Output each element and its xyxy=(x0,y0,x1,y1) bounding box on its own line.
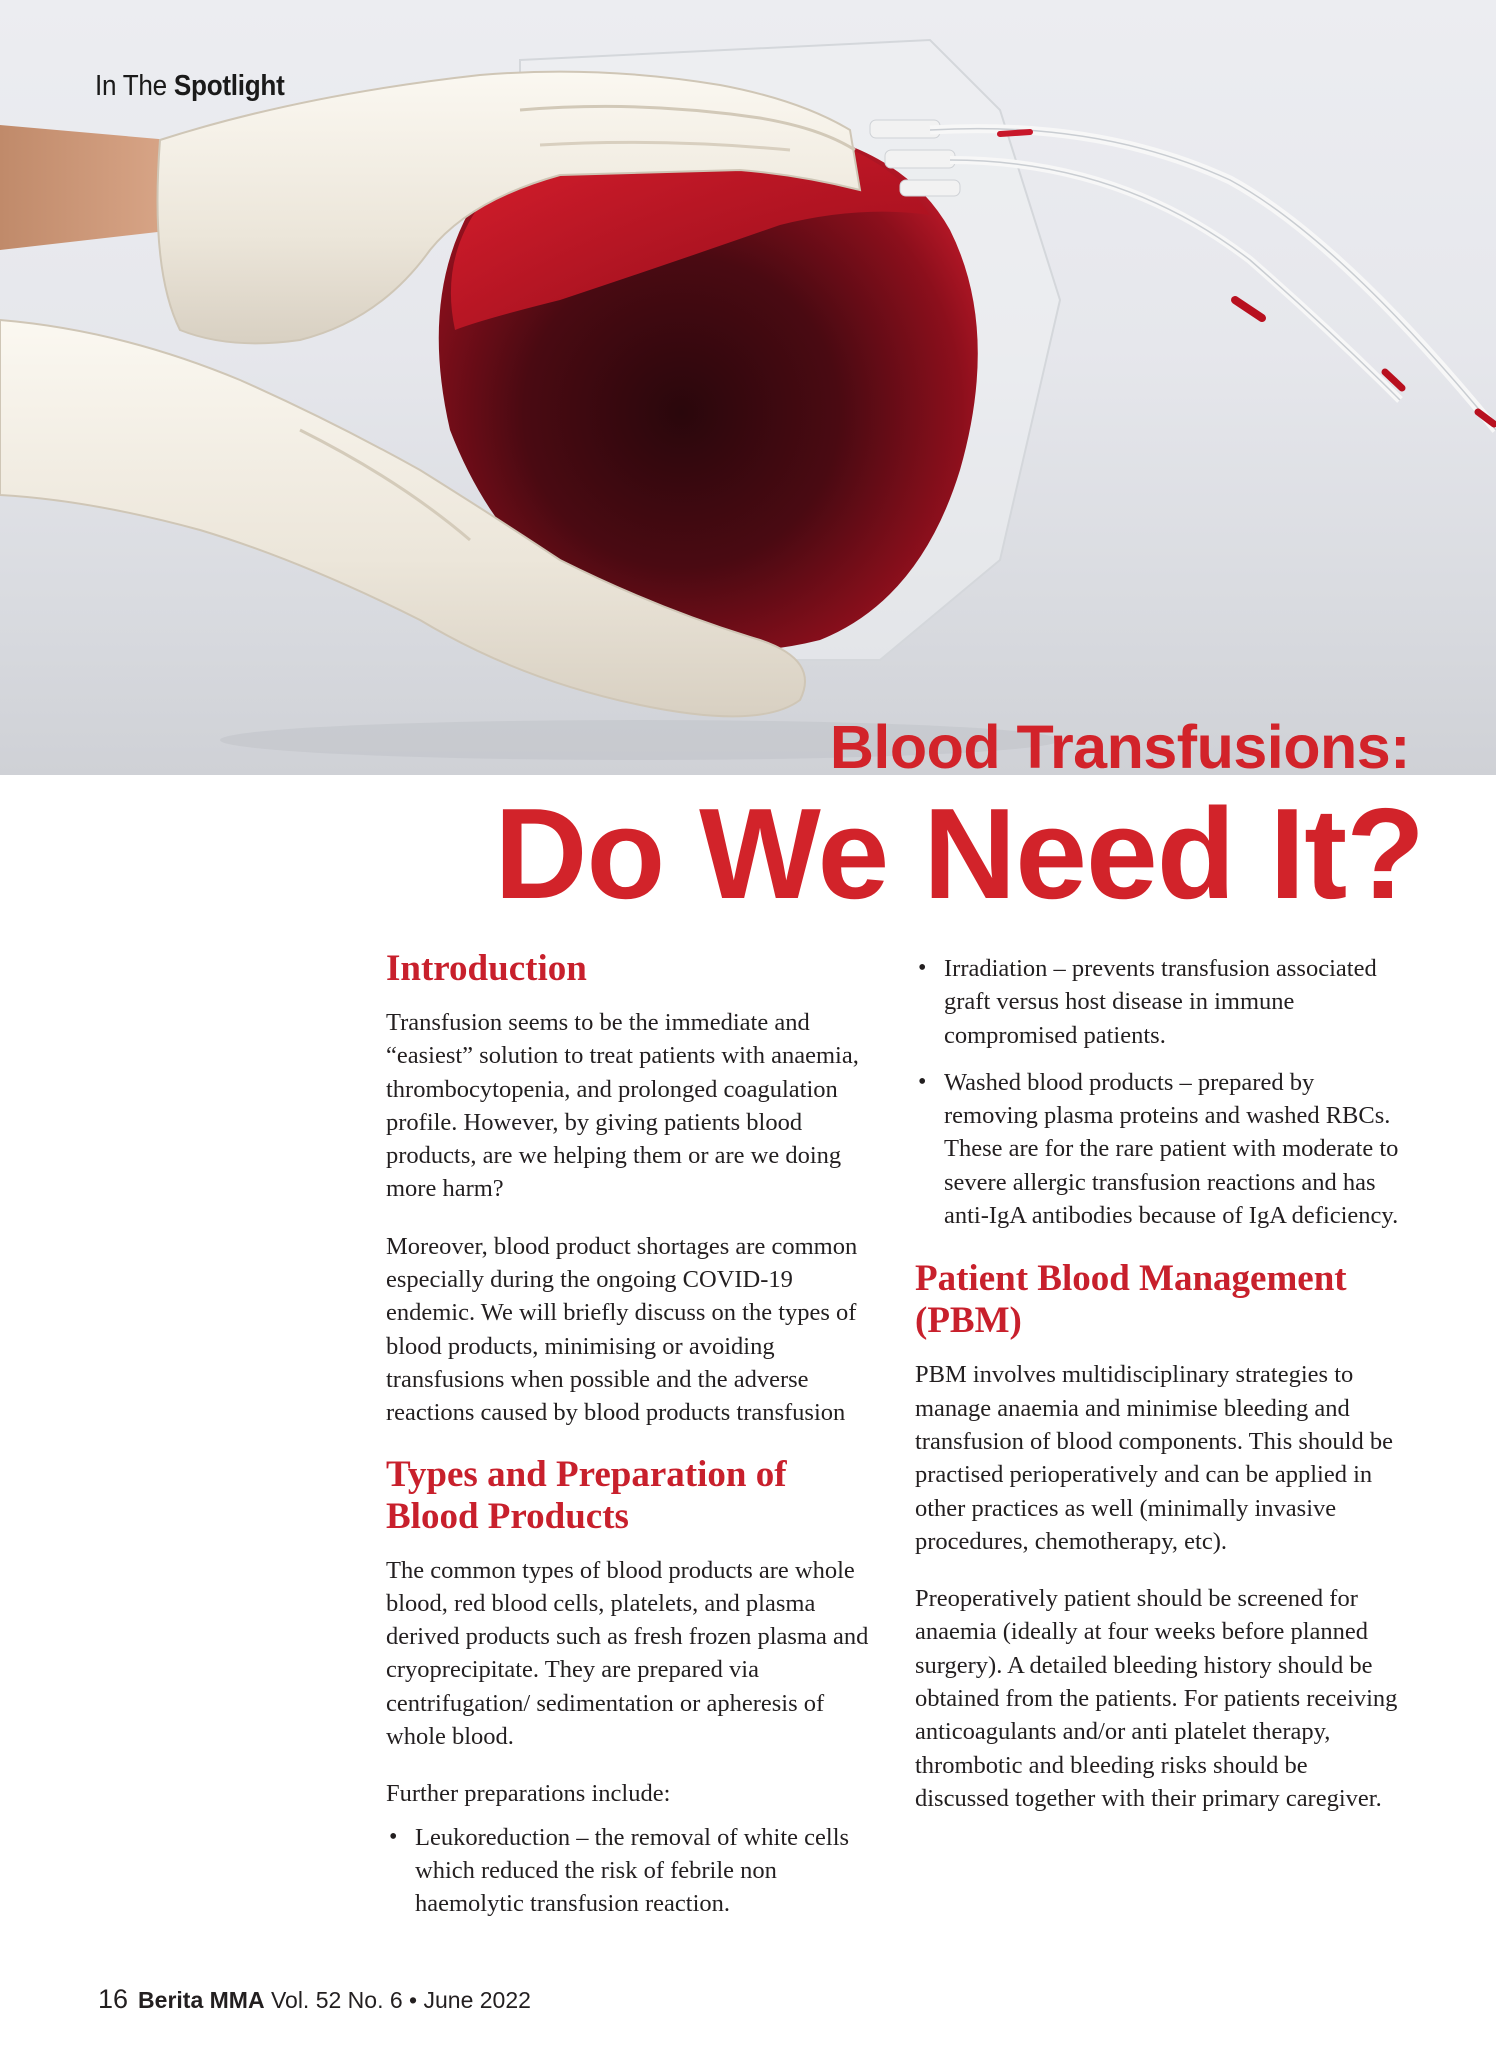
issue-info: Vol. 52 No. 6 • June 2022 xyxy=(264,1987,531,2013)
section-emphasis: Spotlight xyxy=(173,70,285,102)
left-column xyxy=(386,948,876,1945)
pbm-paragraph-2: Preoperatively patient should be screened for anaemia (ideally at four weeks before planned surgery). A detailed bleeding history should be obtained from the patients. For patients receiving anticoagulants and/or anti platelet therapy, thrombotic and bleeding risks should be discussed together with their primary caregiver. xyxy=(915,1585,1398,1812)
blood-bag-illustration xyxy=(0,0,1496,775)
preparations-list xyxy=(386,1821,876,1921)
preparations-list-continued xyxy=(915,952,1405,1232)
section-prefix: In The xyxy=(95,70,174,102)
pbm-paragraph-1: PBM involves multidisciplinary strategies to manage anaemia and minimise bleeding and transfusion of blood components. This should be practised perioperatively and can be applied in other practices as well (minimally invasive procedures, chemotherapy, etc). xyxy=(915,1361,1393,1555)
publication-name: Berita MMA xyxy=(138,1987,265,2013)
section-label xyxy=(95,70,285,103)
right-column xyxy=(915,952,1405,1839)
list-item-washed: • Washed blood products – prepared by removing plasma proteins and washed RBCs. These are for the rare patient with moderate to severe allergic transfusion reactions and has anti-IgA antibodies because of IgA deficiency. xyxy=(915,1066,1405,1232)
list-item-leukoreduction: • Leukoreduction – the removal of white cells which reduced the risk of febrile non haemolytic transfusion reaction. xyxy=(386,1821,876,1921)
title-line-2: Do We Need It? xyxy=(494,782,1424,926)
intro-paragraph-1: Transfusion seems to be the immediate and “easiest” solution to treat patients with anaemia, thrombocytopenia, and prolonged coagulation profile. However, by giving patients blood products, are we helping them or are we doing more harm? xyxy=(386,1009,859,1203)
intro-heading: Introduction xyxy=(386,948,587,989)
types-heading: Types and Preparation of Blood Products xyxy=(386,1453,787,1537)
pbm-heading: Patient Blood Management (PBM) xyxy=(915,1258,1347,1342)
page-footer xyxy=(98,1984,531,2015)
list-item-irradiation: • Irradiation – prevents transfusion associated graft versus host disease in immune compromised patients. xyxy=(915,952,1405,1052)
hero-photo xyxy=(0,0,1496,775)
types-paragraph-2: Further preparations include: xyxy=(386,1780,671,1808)
intro-paragraph-2: Moreover, blood product shortages are common especially during the ongoing COVID-19 endemic. We will briefly discuss on the types of blood products, minimising or avoiding transfusions when possible and the adverse reactions caused by blood products transfusion xyxy=(386,1232,858,1427)
page-number: 16 xyxy=(98,1984,129,2014)
title-line-1: Blood Transfusions: xyxy=(829,713,1410,781)
types-paragraph-1: The common types of blood products are whole blood, red blood cells, platelets, and plasma derived products such as fresh frozen plasma and cryoprecipitate. They are prepared via centrifugation/ sedimentation or apheresis of whole blood. xyxy=(386,1556,869,1751)
